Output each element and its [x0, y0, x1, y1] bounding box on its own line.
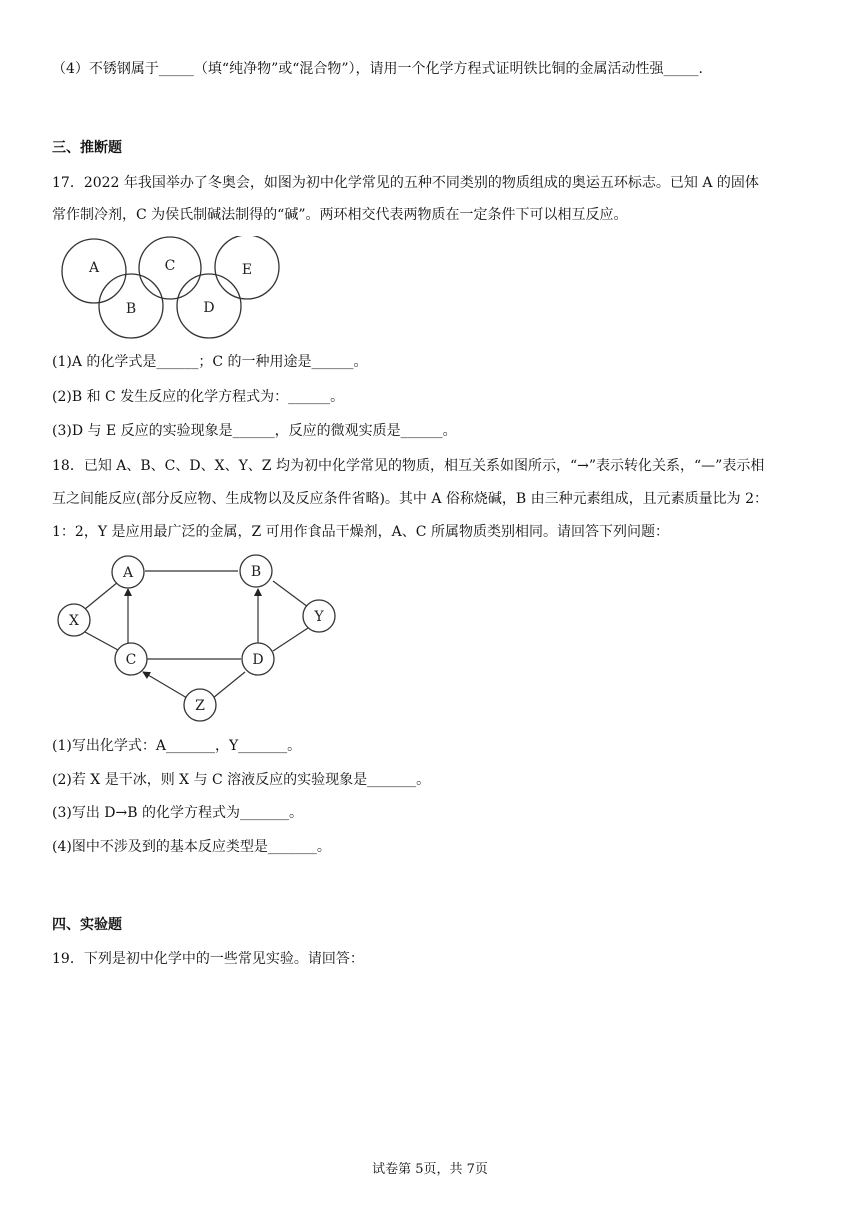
ring-label-a: A: [88, 260, 100, 276]
q19-stem: 19．下列是初中化学中的一些常见实验。请回答：: [52, 951, 364, 967]
node-label-c: C: [125, 652, 137, 668]
page-footer: 试卷第 5页，共 7页: [372, 1162, 488, 1177]
ring-label-b: B: [125, 301, 137, 317]
node-label-x: X: [69, 613, 79, 629]
q18-sub1: (1)写出化学式：A_______，Y_______。: [52, 738, 302, 754]
ring-label-e: E: [241, 262, 253, 278]
q18-sub4: (4)图中不涉及到的基本反应类型是_______。: [52, 839, 331, 855]
ring-label-c: C: [164, 258, 176, 274]
q18-sub2: (2)若 X 是干冰，则 X 与 C 溶液反应的实验现象是_______。: [52, 772, 431, 788]
edge-z-d: [213, 672, 245, 698]
edge-y-d: [273, 628, 308, 651]
q17-sub2: (2)B 和 C 发生反应的化学方程式为：______。: [52, 389, 345, 405]
node-label-y: Y: [314, 609, 324, 625]
olympic-rings-diagram: [56, 236, 296, 346]
node-label-z: Z: [195, 698, 205, 714]
ring-label-d: D: [203, 300, 215, 316]
q16-part4: （4）不锈钢属于_____（填“纯净物”或“混合物”），请用一个化学方程式证明铁比铜的金属活动性强_____.: [52, 61, 703, 77]
q18-stem-line2: 互之间能反应(部分反应物、生成物以及反应条件省略)。其中 A 俗称烧碱，B 由三种元素组成，且元素质量比为 2：: [52, 491, 769, 507]
section-title-inference: 三、推断题: [52, 140, 122, 156]
relation-diagram: [52, 552, 352, 722]
q17-sub1: (1)A 的化学式是______；C 的一种用途是______。: [52, 354, 368, 370]
section-title-experiment: 四、实验题: [52, 917, 122, 933]
edge-b-y: [273, 581, 308, 607]
q17-stem-line2: 常作制冷剂，C 为侯氏制碱法制得的“碱”。两环相交代表两物质在一定条件下可以相互反应。: [52, 207, 628, 223]
edge-a-x: [85, 582, 118, 609]
node-label-d: D: [252, 652, 264, 668]
node-label-a: A: [122, 565, 134, 581]
q17-stem-line1: 17．2022 年我国举办了冬奥会，如图为初中化学常见的五种不同类别的物质组成的奥运五环标志。已知 A 的固体: [52, 175, 759, 191]
edge-x-c: [85, 632, 118, 650]
edge-z-c: [143, 672, 187, 698]
q17-sub3: (3)D 与 E 反应的实验现象是______，反应的微观实质是______。: [52, 423, 457, 439]
node-label-b: B: [250, 564, 262, 580]
q18-stem-line3: 1：2，Y 是应用最广泛的金属，Z 可用作食品干燥剂，A、C 所属物质类别相同。请回答下列问题：: [52, 524, 669, 540]
q18-sub3: (3)写出 D→B 的化学方程式为_______。: [52, 805, 303, 821]
q18-stem-line1: 18．已知 A、B、C、D、X、Y、Z 均为初中化学常见的物质，相互关系如图所示，“→”表示转化关系，“—”表示相: [52, 458, 765, 474]
